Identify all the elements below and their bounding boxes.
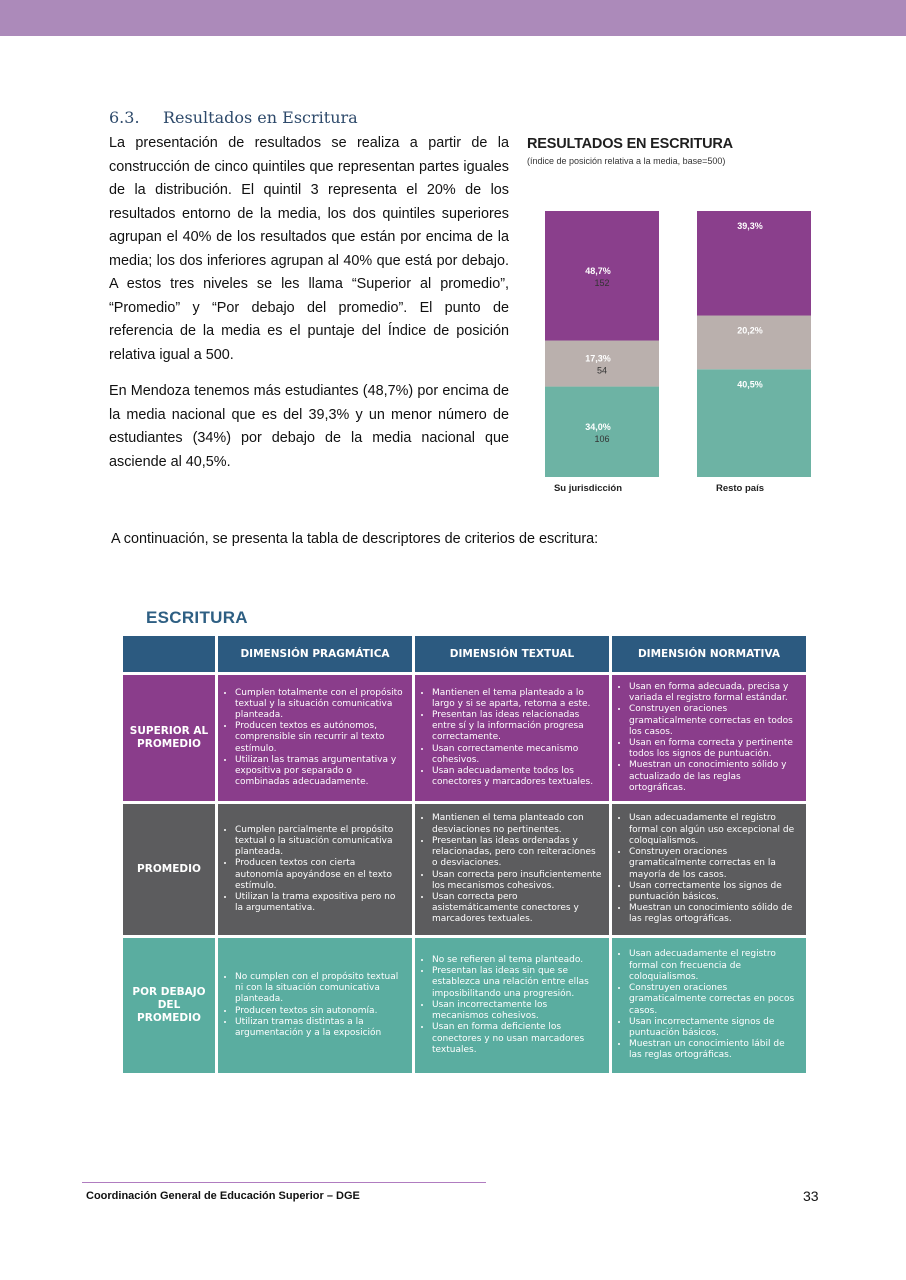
category-label: Su jurisdicción (553, 483, 623, 494)
top-color-bar (0, 0, 906, 36)
data-label: 48,7% (585, 265, 611, 276)
descriptor-item: • Usan en forma deficiente los conectores y no usan marcadores textuales. (432, 1022, 603, 1056)
data-label: 39,3% (737, 221, 763, 231)
row-label-debajo: POR DEBAJO DEL PROMEDIO (123, 938, 215, 1073)
cell-promedio-textual (415, 804, 609, 935)
descriptor-item: • Usan en forma adecuada, precisa y variada el registro formal estándar. (629, 682, 800, 704)
descriptor-item: • Presentan las ideas ordenadas y relacionadas, pero con reiteraciones o desviaciones. (432, 836, 603, 870)
count-label: 152 (594, 277, 610, 288)
row-promedio (123, 804, 806, 935)
descriptor-item: • Usan incorrectamente signos de puntuación básicos. (629, 1017, 800, 1039)
bar-segment (697, 316, 811, 370)
stacked-bar-chart (527, 196, 827, 501)
descriptor-item: • Utilizan tramas distintas a la argumentación y a la exposición (235, 1017, 406, 1039)
descriptor-item: • Construyen oraciones gramaticalmente correctas en pocos casos. (629, 983, 800, 1017)
table-header-row (123, 636, 806, 672)
data-label: 20,2% (737, 325, 763, 336)
cell-debajo-normativa (612, 938, 806, 1073)
row-debajo (123, 938, 806, 1073)
descriptor-item: • Usan incorrectamente los mecanismos cohesivos. (432, 1000, 603, 1022)
paragraph-quintiles: La presentación de resultados se realiza a partir de la construcción de cinco quintiles que representan partes iguales de la distribución. El quintil 3 representa el 20% de los resultados entorno de la media, los dos quintiles superiores agrupan el 40% de los resultados que están por encima de la media; los dos inferiores agrupan al 40% que está por debajo. A estos tres niveles se les llama “Superior al promedio”, “Promedio” y “Por debajo del promedio”. El punto de referencia de la media es el puntaje del Índice de posición relativa igual a 500. (109, 135, 509, 363)
descriptor-item: • Utilizan las tramas argumentativa y expositiva por separado o combinadas adecuadamente. (235, 755, 406, 789)
page-number: 33 (803, 1188, 819, 1204)
descriptors-table (120, 633, 809, 1076)
row-label-superior: SUPERIOR AL PROMEDIO (123, 675, 215, 801)
cell-superior-normativa (612, 675, 806, 801)
descriptor-item: • Usan adecuadamente el registro formal con algún uso excepcional de coloquialismos. (629, 813, 800, 847)
descriptor-item: • Usan adecuadamente todos los conectores y marcadores textuales. (432, 766, 603, 788)
cell-superior-textual (415, 675, 609, 801)
descriptor-item: • Usan en forma correcta y pertinente todos los signos de puntuación. (629, 738, 800, 760)
descriptor-item: • Usan correcta pero insuficientemente los mecanismos cohesivos. (432, 870, 603, 892)
descriptor-item: • Muestran un conocimiento sólido de las reglas ortográficas. (629, 903, 800, 925)
count-label: 106 (594, 433, 610, 444)
cell-debajo-pragmatica (218, 938, 412, 1073)
descriptor-item: • Usan correctamente los signos de puntuación básicos. (629, 881, 800, 903)
cell-promedio-normativa (612, 804, 806, 935)
table-title: ESCRITURA (146, 608, 248, 627)
count-label: 54 (596, 365, 608, 376)
descriptor-item: • Muestran un conocimiento lábil de las reglas ortográficas. (629, 1039, 800, 1061)
descriptor-item: • Producen textos es autónomos, comprensible sin recurrir al texto estímulo. (235, 721, 406, 755)
descriptor-item: • Usan correcta pero asistemáticamente conectores y marcadores textuales. (432, 892, 603, 926)
row-superior (123, 675, 806, 801)
chart-title: RESULTADOS EN ESCRITURA (527, 136, 733, 152)
data-label: 40,5% (737, 379, 763, 390)
descriptor-item: • Mantienen el tema planteado a lo largo y si se aparta, retorna a este. (432, 688, 603, 710)
footer-divider (82, 1182, 486, 1183)
descriptor-item: • Presentan las ideas relacionadas entre sí y la información progresa correctamente. (432, 710, 603, 744)
descriptor-item: • Usan adecuadamente el registro formal con frecuencia de coloquialismos. (629, 949, 800, 983)
category-label: Resto país (715, 483, 765, 494)
header-corner (123, 636, 215, 672)
descriptor-item: • Cumplen parcialmente el propósito textual o la situación comunicativa planteada. (235, 825, 406, 859)
header-textual: DIMENSIÓN TEXTUAL (415, 636, 609, 672)
descriptor-item: • Producen textos sin autonomía. (235, 1006, 406, 1017)
table-intro: A continuación, se presenta la tabla de descriptores de criterios de escritura: (111, 531, 599, 547)
section-number: 6.3. (109, 108, 140, 127)
descriptor-item: • Producen textos con cierta autonomía apoyándose en el texto estímulo. (235, 858, 406, 892)
descriptor-item: • Construyen oraciones gramaticalmente correctas en todos los casos. (629, 704, 800, 738)
descriptor-item: • No cumplen con el propósito textual ni con la situación comunicativa planteada. (235, 972, 406, 1006)
paragraph-mendoza: En Mendoza tenemos más estudiantes (48,7%) por encima de la media nacional que es del 39,3% y un menor número de estudiantes (34%) por debajo de la media nacional que asciende al 40,5%. (109, 383, 509, 470)
descriptor-item: • Utilizan la trama expositiva pero no la argumentativa. (235, 892, 406, 914)
descriptor-item: • Usan correctamente mecanismo cohesivos. (432, 744, 603, 766)
cell-superior-pragmatica (218, 675, 412, 801)
descriptor-item: • Presentan las ideas sin que se establezca una relación entre ellas imposibilitando una progresión. (432, 966, 603, 1000)
descriptor-item: • Muestran un conocimiento sólido y actualizado de las reglas ortográficas. (629, 760, 800, 794)
cell-promedio-pragmatica (218, 804, 412, 935)
header-pragmatica: DIMENSIÓN PRAGMÁTICA (218, 636, 412, 672)
footer-text: Coordinación General de Educación Superior – DGE (86, 1190, 360, 1202)
descriptor-item: • Construyen oraciones gramaticalmente correctas en la mayoría de los casos. (629, 847, 800, 881)
section-title: Resultados en Escritura (163, 108, 358, 127)
header-normativa: DIMENSIÓN NORMATIVA (612, 636, 806, 672)
section-heading (109, 108, 358, 127)
data-label: 17,3% (585, 353, 611, 364)
descriptor-item: • No se refieren al tema planteado. (432, 955, 603, 966)
descriptor-item: • Cumplen totalmente con el propósito textual y la situación comunicativa planteada. (235, 688, 406, 722)
cell-debajo-textual (415, 938, 609, 1073)
descriptor-item: • Mantienen el tema planteado con desviaciones no pertinentes. (432, 813, 603, 835)
data-label: 34,0% (585, 421, 611, 432)
row-label-promedio: PROMEDIO (123, 804, 215, 935)
chart-subtitle: (índice de posición relativa a la media, base=500) (527, 156, 726, 166)
